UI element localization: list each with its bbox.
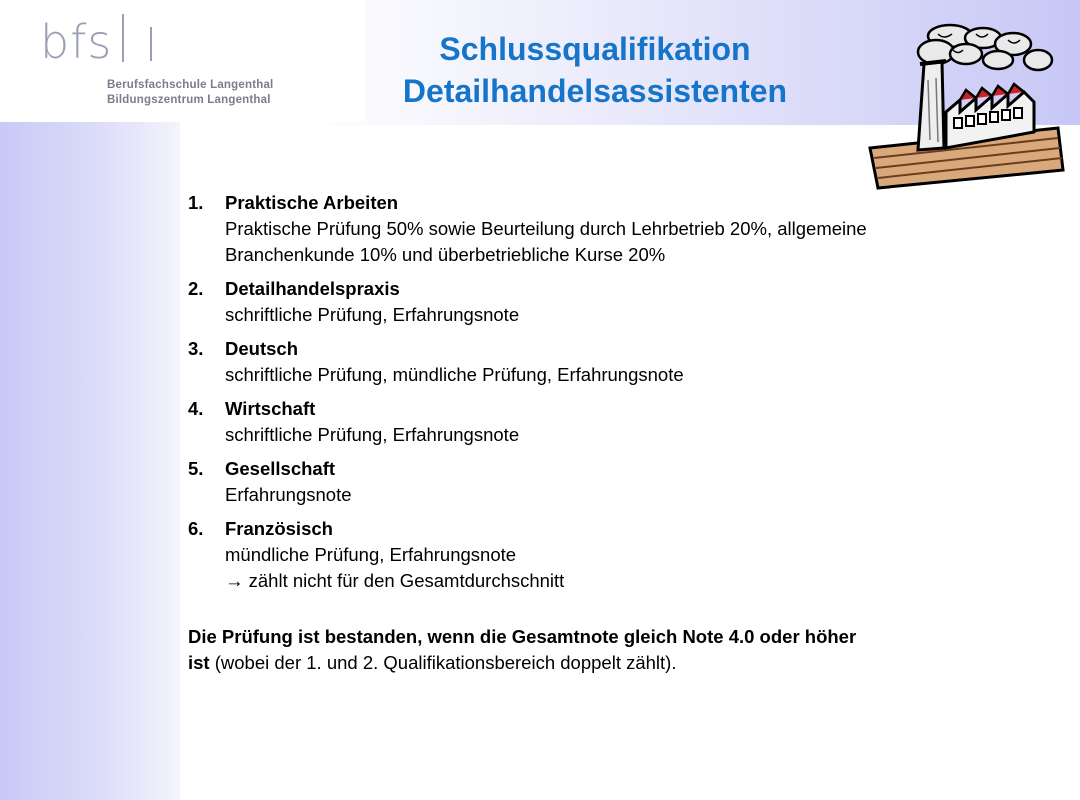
school-logo: [0, 0, 365, 122]
pass-condition: [188, 624, 1058, 676]
item-detail: schriftliche Prüfung, Erfahrungsnote: [225, 304, 520, 325]
item-detail: Erfahrungsnote: [225, 484, 352, 505]
pass-condition-bold-2: ist: [188, 652, 210, 673]
item-number: 3.: [188, 338, 204, 359]
pass-condition-bold: Die Prüfung ist bestanden, wenn die Gesamtnote gleich Note 4.0 oder höher: [188, 626, 857, 647]
title-line-2: Detailhandelsassistenten: [402, 73, 788, 109]
item-number: 5.: [188, 458, 204, 479]
item-number: 1.: [188, 192, 204, 213]
list-item: [188, 276, 1058, 328]
item-title: Deutsch: [225, 338, 298, 359]
item-detail: Praktische Prüfung 50% sowie Beurteilung durch Lehrbetrieb 20%, allgemeine: [225, 218, 867, 239]
item-number: 4.: [188, 398, 204, 419]
item-title: Detailhandelspraxis: [225, 278, 400, 299]
item-title: Gesellschaft: [225, 458, 336, 479]
item-title: Praktische Arbeiten: [225, 192, 399, 213]
item-detail: mündliche Prüfung, Erfahrungsnote: [225, 544, 517, 565]
item-note: → zählt nicht für den Gesamtdurchschnitt: [225, 570, 565, 591]
item-detail: schriftliche Prüfung, Erfahrungsnote: [225, 424, 520, 445]
list-item: [188, 456, 1058, 508]
item-number: 2.: [188, 278, 204, 299]
list-item: [188, 190, 1058, 268]
title-line-1: Schlussqualifikation: [439, 31, 751, 67]
list-item: [188, 516, 1058, 594]
item-number: 6.: [188, 518, 204, 539]
logo-center-name: Bildungszentrum Langenthal: [107, 94, 271, 106]
item-detail: Branchenkunde 10% und überbetriebliche Kurse 20%: [225, 244, 666, 265]
item-detail: schriftliche Prüfung, mündliche Prüfung, Erfahrungsnote: [225, 364, 684, 385]
item-title: Wirtschaft: [225, 398, 316, 419]
list-item: [188, 336, 1058, 388]
logo-divider: [122, 14, 124, 62]
logo-divider-short: [150, 27, 152, 61]
list-item: [188, 396, 1058, 448]
pass-condition-note: (wobei der 1. und 2. Qualifikationsbereich doppelt zählt).: [209, 652, 677, 673]
item-title: Französisch: [225, 518, 333, 539]
factory-icon: [858, 20, 1070, 192]
logo-school-name: Berufsfachschule Langenthal: [107, 79, 274, 91]
page-title: [330, 28, 860, 112]
logo-letters: bfs: [40, 15, 113, 69]
qualification-list: [188, 190, 1058, 676]
